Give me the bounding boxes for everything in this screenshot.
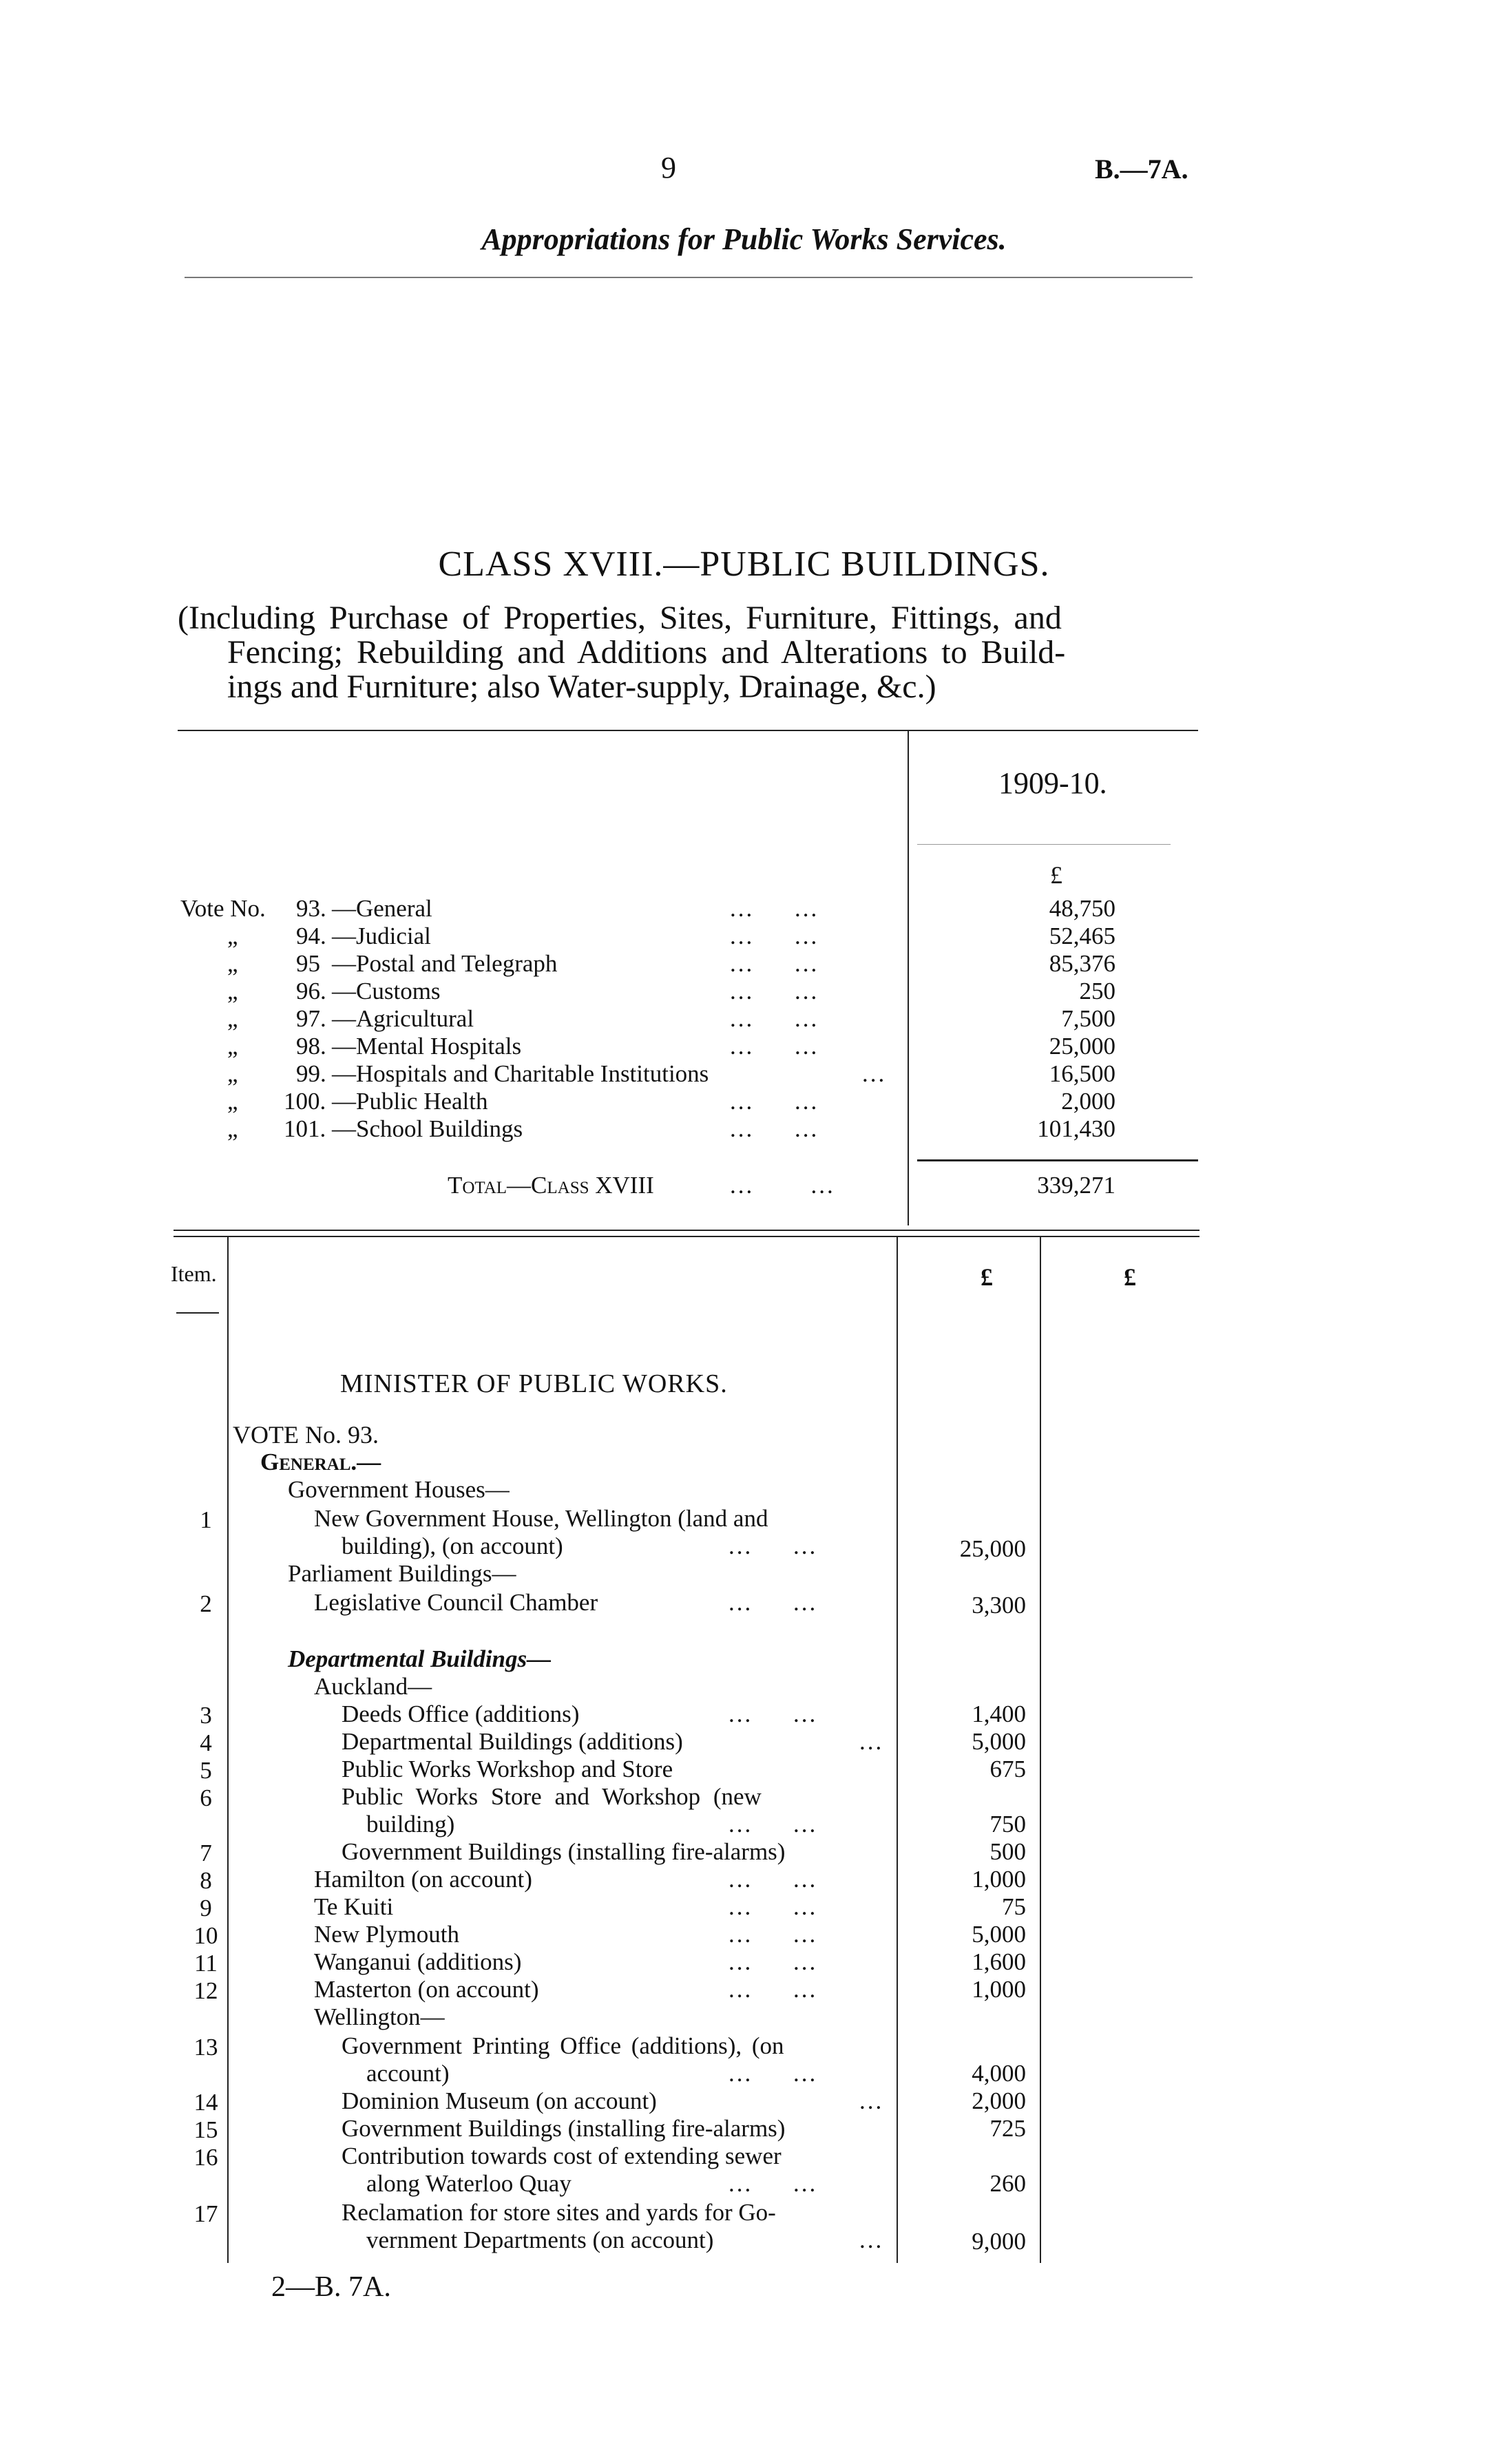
vote-name: —Judicial xyxy=(332,923,431,949)
item-13-amount: 4,000 xyxy=(972,2060,1026,2087)
item-15-text: Government Buildings (installing fire-alarms) xyxy=(342,2115,786,2142)
item-10-amount: 5,000 xyxy=(972,1921,1026,1948)
ditto-mark: „ xyxy=(227,1115,238,1142)
item-3-amount: 1,400 xyxy=(972,1700,1026,1727)
leader-dots: ... xyxy=(859,2087,884,2114)
leader-dots: ... ... xyxy=(730,950,819,977)
leader-dots: ... ... xyxy=(729,1976,818,2003)
ditto-mark: „ xyxy=(227,1088,238,1115)
item-10-text: New Plymouth xyxy=(314,1921,459,1948)
page-number: 9 xyxy=(661,151,676,185)
vote-amount: 48,750 xyxy=(1049,895,1115,922)
leader-dots: ... ... xyxy=(729,2170,818,2197)
item-12-text: Masterton (on account) xyxy=(314,1976,539,2003)
summary-total-rule xyxy=(917,1159,1198,1161)
item-number: 16 xyxy=(193,2144,218,2171)
item-number: 9 xyxy=(200,1895,212,1921)
item-5-text: Public Works Workshop and Store xyxy=(342,1756,673,1782)
item-17-line-2: vernment Departments (on account) xyxy=(366,2226,714,2253)
item-number: 2 xyxy=(200,1590,212,1617)
ditto-mark: „ xyxy=(227,1033,238,1060)
ditto-mark: „ xyxy=(227,978,238,1004)
item-14-amount: 2,000 xyxy=(972,2087,1026,2114)
item-6-line-2: building) xyxy=(366,1811,455,1838)
item-7-amount: 500 xyxy=(989,1838,1026,1865)
vote-number: 94. xyxy=(296,923,326,949)
item-number: 7 xyxy=(200,1840,212,1866)
leader-dots: ... xyxy=(862,1060,887,1087)
summary-top-rule xyxy=(178,730,1198,731)
item-4-text: Departmental Buildings (additions) xyxy=(342,1728,683,1755)
class-subtitle-2: Fencing; Rebuilding and Additions and Alterations to Build- xyxy=(227,634,1066,671)
item-2-amount: 3,300 xyxy=(972,1592,1026,1619)
vote-amount: 16,500 xyxy=(1049,1060,1115,1087)
leader-dots: ... ... xyxy=(730,978,819,1004)
vote-label: Vote No. xyxy=(180,895,266,922)
document-reference: B.—7A. xyxy=(1095,154,1188,185)
leader-dots: ... ... xyxy=(729,1811,818,1838)
vote-number: 97. xyxy=(296,1005,326,1032)
vote-amount: 85,376 xyxy=(1049,950,1115,977)
col2-currency: £ xyxy=(1124,1263,1136,1291)
class-subtitle-1: (Including Purchase of Properties, Sites, Furniture, Fittings, and xyxy=(178,600,1062,636)
item-5-amount: 675 xyxy=(989,1756,1026,1782)
minister-heading: MINISTER OF PUBLIC WORKS. xyxy=(340,1369,728,1398)
leader-dots: ... ... xyxy=(729,2060,818,2087)
detail-top-rule-2 xyxy=(174,1236,1199,1237)
vote-number: 96. xyxy=(296,978,326,1004)
item-number: 6 xyxy=(200,1784,212,1811)
leader-dots: ... ... xyxy=(730,1172,835,1199)
leader-dots: ... ... xyxy=(729,1533,818,1559)
vote-number: 95 xyxy=(296,950,320,977)
leader-dots: ... ... xyxy=(729,1700,818,1727)
vote-number: 101. xyxy=(284,1115,326,1142)
vote-amount: 250 xyxy=(1079,978,1115,1004)
leader-dots: ... ... xyxy=(730,1033,819,1060)
item-6-line-1: Public Works Store and Workshop (new xyxy=(342,1783,762,1810)
parliament-heading: Parliament Buildings— xyxy=(288,1560,516,1587)
summary-column-divider xyxy=(908,730,909,1225)
item-number: 5 xyxy=(200,1757,212,1784)
vote-name: —Postal and Telegraph xyxy=(332,950,558,977)
item-4-amount: 5,000 xyxy=(972,1728,1026,1755)
vote-number: 100. xyxy=(284,1088,326,1115)
running-title: Appropriations for Public Works Services. xyxy=(481,222,1007,256)
vote-name: —Hospitals and Charitable Institutions xyxy=(332,1060,709,1087)
vote-name: —Mental Hospitals xyxy=(332,1033,522,1060)
leader-dots: ... ... xyxy=(729,1893,818,1920)
ditto-mark: „ xyxy=(227,923,238,949)
leader-dots: ... ... xyxy=(730,1005,819,1032)
item-1-line-2: building), (on account) xyxy=(342,1533,563,1559)
detail-top-rule-1 xyxy=(174,1230,1199,1231)
departmental-buildings-heading: Departmental Buildings— xyxy=(288,1645,552,1672)
ditto-mark: „ xyxy=(227,1060,238,1087)
item-number: 15 xyxy=(193,2116,218,2143)
vote-name: —Public Health xyxy=(332,1088,488,1115)
item-header-underline xyxy=(176,1312,219,1314)
item-16-line-2: along Waterloo Quay xyxy=(366,2170,572,2197)
col1-currency: £ xyxy=(981,1263,993,1291)
item-14-text: Dominion Museum (on account) xyxy=(342,2087,657,2114)
summary-year-header: 1909-10. xyxy=(998,766,1107,800)
item-7-text: Government Buildings (installing fire-alarms) xyxy=(342,1838,786,1865)
leader-dots: ... ... xyxy=(730,1115,819,1142)
item-number: 14 xyxy=(193,2089,218,2116)
class-subtitle-3: ings and Furniture; also Water-supply, Drainage, &c.) xyxy=(227,668,936,705)
vote-amount: 25,000 xyxy=(1049,1033,1115,1060)
vote-name: —Agricultural xyxy=(332,1005,474,1032)
item-number: 17 xyxy=(193,2200,218,2227)
item-number: 12 xyxy=(193,1977,218,2004)
item-9-text: Te Kuiti xyxy=(314,1893,394,1920)
item-16-amount: 260 xyxy=(989,2170,1026,2197)
leader-dots: ... xyxy=(859,1728,884,1755)
summary-header-rule xyxy=(917,844,1171,845)
item-16-line-1: Contribution towards cost of extending sewer xyxy=(342,2142,782,2169)
item-9-amount: 75 xyxy=(1002,1893,1026,1920)
summary-total-amount: 339,271 xyxy=(1037,1172,1115,1199)
item-8-amount: 1,000 xyxy=(972,1866,1026,1893)
item-1-line-1: New Government House, Wellington (land and xyxy=(314,1505,768,1532)
vote-heading: VOTE No. 93. xyxy=(233,1421,379,1449)
item-number: 1 xyxy=(200,1506,212,1533)
class-title: CLASS XVIII.—PUBLIC BUILDINGS. xyxy=(438,545,1050,584)
item-11-amount: 1,600 xyxy=(972,1948,1026,1975)
detail-desc-divider xyxy=(897,1237,898,2263)
item-12-amount: 1,000 xyxy=(972,1976,1026,2003)
header-rule xyxy=(185,277,1193,278)
summary-currency: £ xyxy=(1050,861,1062,889)
item-15-amount: 725 xyxy=(989,2115,1026,2142)
leader-dots: ... ... xyxy=(729,1948,818,1975)
item-1-amount: 25,000 xyxy=(959,1535,1026,1562)
item-number: 4 xyxy=(200,1729,212,1756)
general-heading: General.— xyxy=(260,1449,381,1475)
wellington-heading: Wellington— xyxy=(314,2003,445,2030)
vote-name: —General xyxy=(332,895,432,922)
vote-number: 98. xyxy=(296,1033,326,1060)
item-11-text: Wanganui (additions) xyxy=(314,1948,522,1975)
summary-total-label: Total—Class XVIII xyxy=(448,1172,654,1199)
leader-dots: ... ... xyxy=(729,1921,818,1948)
leader-dots: ... ... xyxy=(730,1088,819,1115)
item-6-amount: 750 xyxy=(989,1811,1026,1838)
item-3-text: Deeds Office (additions) xyxy=(342,1700,580,1727)
item-2-text: Legislative Council Chamber xyxy=(314,1589,598,1616)
item-number: 13 xyxy=(193,2034,218,2061)
detail-col1-divider xyxy=(1040,1237,1041,2263)
leader-dots: ... ... xyxy=(729,1866,818,1893)
leader-dots: ... ... xyxy=(729,1589,818,1616)
leader-dots: ... ... xyxy=(730,895,819,922)
item-13-line-1: Government Printing Office (additions), (on xyxy=(342,2032,784,2059)
ditto-mark: „ xyxy=(227,1005,238,1032)
leader-dots: ... xyxy=(859,2226,884,2253)
item-number: 3 xyxy=(200,1702,212,1729)
item-number: 8 xyxy=(200,1867,212,1894)
government-houses-heading: Government Houses— xyxy=(288,1476,510,1503)
item-number: 10 xyxy=(193,1922,218,1949)
item-number: 11 xyxy=(194,1950,218,1977)
vote-amount: 2,000 xyxy=(1061,1088,1115,1115)
vote-name: —Customs xyxy=(332,978,441,1004)
signature-mark: 2—B. 7A. xyxy=(271,2271,391,2303)
vote-name: —School Buildings xyxy=(332,1115,523,1142)
item-13-line-2: account) xyxy=(366,2060,450,2087)
vote-amount: 52,465 xyxy=(1049,923,1115,949)
item-column-header: Item. xyxy=(171,1261,217,1286)
vote-number: 93. xyxy=(296,895,326,922)
item-8-text: Hamilton (on account) xyxy=(314,1866,532,1893)
auckland-heading: Auckland— xyxy=(314,1673,432,1700)
leader-dots: ... ... xyxy=(730,923,819,949)
item-17-amount: 9,000 xyxy=(972,2228,1026,2255)
ditto-mark: „ xyxy=(227,950,238,977)
vote-number: 99. xyxy=(296,1060,326,1087)
item-17-line-1: Reclamation for store sites and yards for Go- xyxy=(342,2199,776,2226)
vote-amount: 7,500 xyxy=(1061,1005,1115,1032)
vote-amount: 101,430 xyxy=(1037,1115,1115,1142)
